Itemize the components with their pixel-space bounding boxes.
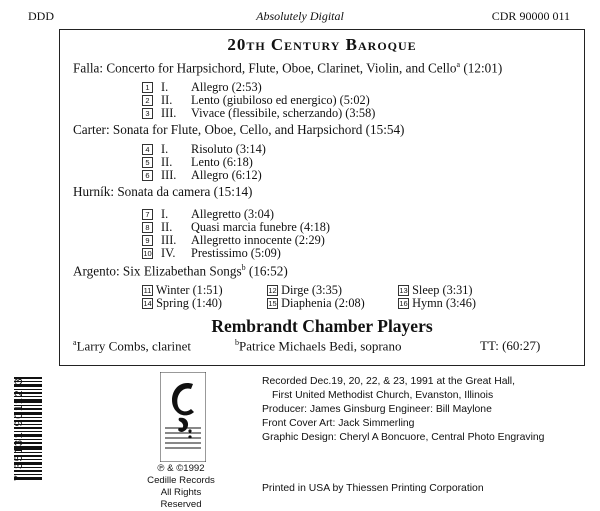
header-absolutely-digital: Absolutely Digital	[256, 9, 344, 23]
printed-in: Printed in USA by Thiessen Printing Corporation	[262, 483, 484, 494]
list-item: 3 III. Vivace (flessibile, scherzando) (3:58)	[142, 106, 375, 121]
recording-line-2: First United Methodist Church, Evanston, Illinois	[272, 390, 494, 401]
barcode-number: 7 35131 90112 3	[13, 376, 25, 482]
list-item: 8 II. Quasi marcia funebre (4:18)	[142, 220, 330, 235]
list-item: 16 Hymn (3:46)	[399, 296, 476, 310]
credit-clarinet: $^a$Larry Combs, clarinet	[73, 338, 191, 354]
album-title: 20th Century Baroque	[227, 35, 417, 54]
total-time: TT: (60:27)	[480, 338, 541, 353]
cedille-logo-icon	[160, 372, 206, 462]
copyright-line-1: ℗ & ©1992	[157, 463, 205, 474]
list-item: 7 I. Allegretto (3:04)	[142, 207, 274, 222]
list-item: 10 IV. Prestissimo (5:09)	[143, 246, 281, 260]
list-item: 9 III. Allegretto innocente (2:29)	[142, 233, 325, 248]
list-item: 6 III. Allegro (6:12)	[142, 168, 262, 183]
cover-art-credit: Front Cover Art: Jack Simmerling	[262, 418, 415, 429]
list-item: 12 Dirge (3:35)	[268, 283, 342, 297]
work-carter: Carter: Sonata for Flute, Oboe, Cello, and Harpsichord (15:54)	[73, 122, 405, 137]
work-argento: Argento: Six Elizabethan Songs$^b$ (16:52)	[73, 263, 288, 279]
list-item: 5 II. Lento (6:18)	[142, 155, 253, 170]
list-item: 15 Diaphenia (2:08)	[268, 296, 365, 310]
work-falla: Falla: Concerto for Harpsichord, Flute, Oboe, Clarinet, Violin, and Cello$^a$ (12:01)	[73, 60, 503, 76]
work-hurnik: Hurník: Sonata da camera (15:14)	[73, 184, 253, 199]
list-item: 1 I. Allegro (2:53)	[142, 80, 262, 95]
performers-title: Rembrandt Chamber Players	[211, 316, 433, 336]
header-ddd: DDD	[28, 9, 54, 23]
tracklist-frame	[59, 29, 585, 366]
recording-line-1: Recorded Dec.19, 20, 22, & 23, 1991 at the Great Hall,	[262, 376, 515, 387]
copyright-line-2: Cedille Records	[147, 475, 215, 486]
producer-engineer: Producer: James Ginsburg Engineer: Bill Maylone	[262, 404, 492, 415]
list-item: 4 I. Risoluto (3:14)	[142, 142, 266, 157]
copyright-line-3: All Rights Reserved	[160, 487, 202, 510]
list-item: 13 Sleep (3:31)	[399, 283, 473, 297]
graphic-design-credit: Graphic Design: Cheryl A Boncuore, Central Photo Engraving	[262, 432, 545, 443]
credit-soprano: $^b$Patrice Michaels Bedi, soprano	[235, 338, 402, 354]
list-item: 14 Spring (1:40)	[143, 296, 222, 310]
list-item: 2 II. Lento (giubiloso ed energico) (5:02)	[142, 93, 370, 108]
header-catalog-number: CDR 90000 011	[491, 9, 570, 23]
list-item: 11 Winter (1:51)	[143, 283, 223, 297]
